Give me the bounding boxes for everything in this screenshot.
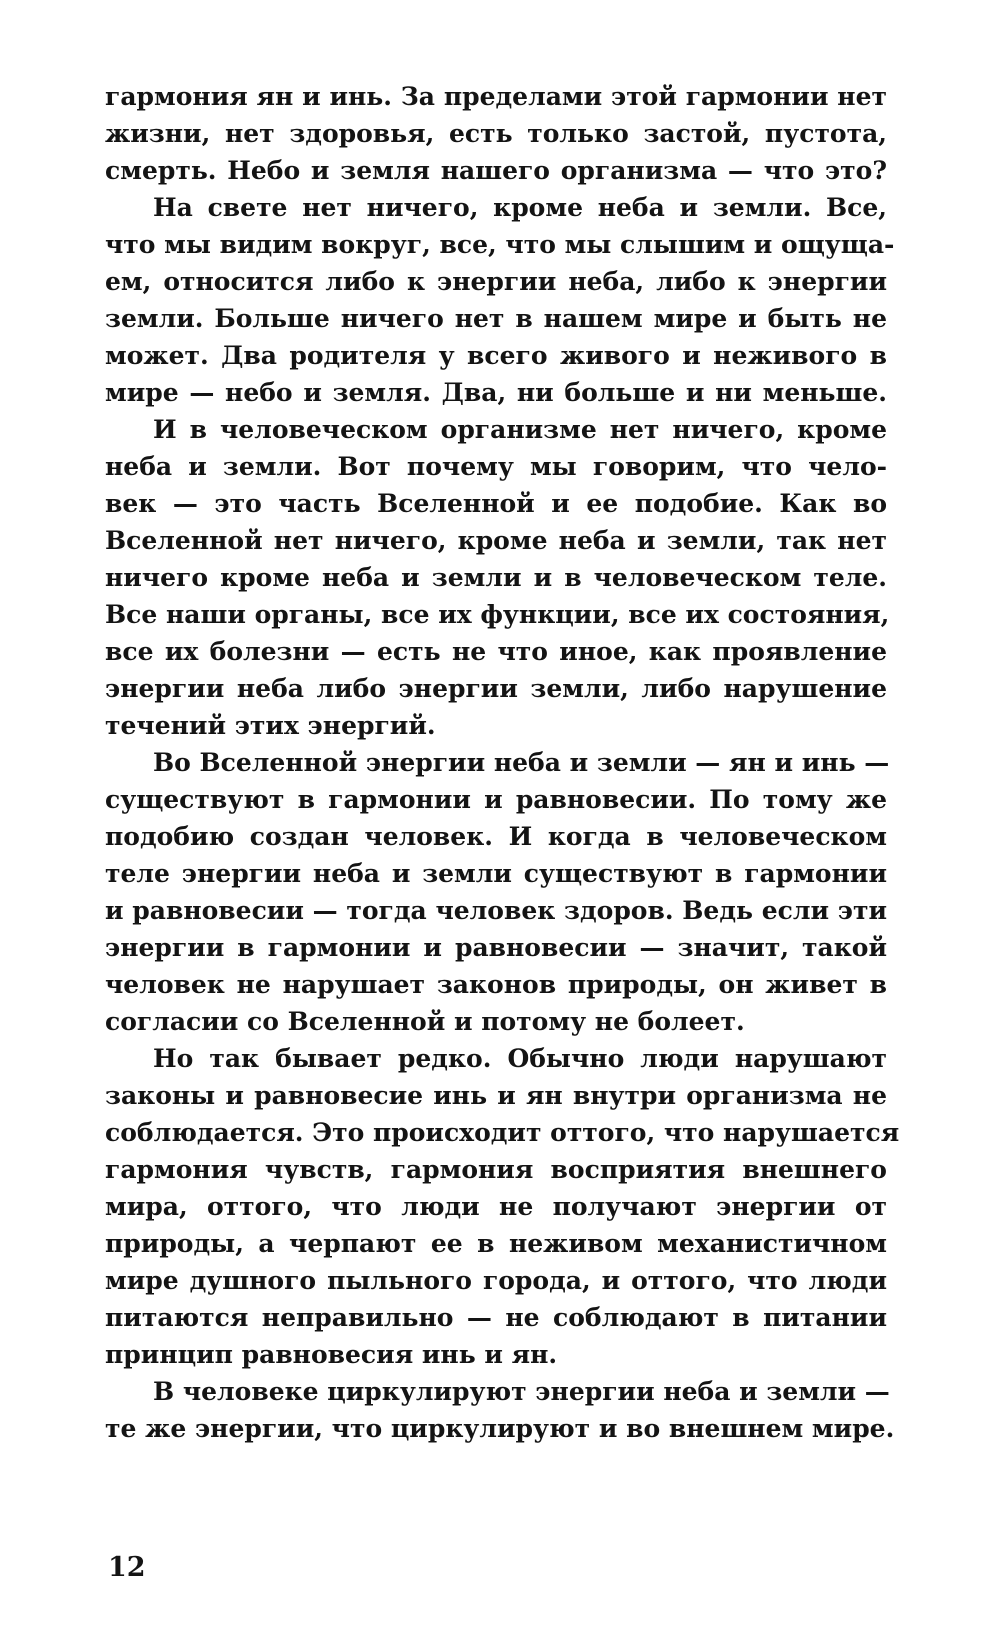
text-line: человек не нарушает законов природы, он живет в — [105, 970, 887, 999]
text-line: На свете нет ничего, кроме неба и земли. Все, — [153, 193, 887, 222]
paragraph-2 — [105, 189, 895, 411]
text-line: Но так бывает редко. Обычно люди нарушают — [153, 1044, 887, 1073]
text-line: и равновесии — тогда человек здоров. Ведь если эти — [105, 896, 887, 925]
text-line: мире — небо и земля. Два, ни больше и ни меньше. — [105, 378, 887, 407]
text-line: ем, относится либо к энергии неба, либо к энергии — [105, 267, 887, 296]
text-line: Вселенной нет ничего, кроме неба и земли, так нет — [105, 526, 887, 555]
page-text — [105, 78, 900, 1447]
text-line: гармония чувств, гармония восприятия внешнего — [105, 1155, 887, 1184]
text-line: век — это часть Вселенной и ее подобие. Как во — [105, 489, 887, 518]
text-line: те же энергии, что циркулируют и во внешнем мире. — [105, 1414, 895, 1443]
text-line: все их болезни — есть не что иное, как проявление — [105, 637, 887, 666]
text-line: подобию создан человек. И когда в человеческом — [105, 822, 887, 851]
text-line: законы и равновесие инь и ян внутри организма не — [105, 1081, 887, 1110]
text-line: существуют в гармонии и равновесии. По тому же — [105, 785, 887, 814]
text-line: ничего кроме неба и земли и в человеческом теле. — [105, 563, 887, 592]
text-line: согласии со Вселенной и потому не болеет. — [105, 1007, 745, 1036]
text-line: В человеке циркулируют энергии неба и земли — — [153, 1377, 890, 1406]
text-line: мира, оттого, что люди не получают энергии от — [105, 1192, 887, 1221]
text-line: жизни, нет здоровья, есть только застой, пустота, — [105, 119, 887, 148]
paragraph-3 — [105, 411, 890, 744]
paragraph-6 — [105, 1373, 895, 1447]
text-line: земли. Больше ничего нет в нашем мире и быть не — [105, 304, 887, 333]
text-line: неба и земли. Вот почему мы говорим, что чело- — [105, 452, 887, 481]
text-line: И в человеческом организме нет ничего, кроме — [153, 415, 887, 444]
text-line: смерть. Небо и земля нашего организма — что это? — [105, 156, 887, 185]
text-line: энергии неба либо энергии земли, либо нарушение — [105, 674, 887, 703]
text-line: соблюдается. Это происходит оттого, что нарушается — [105, 1118, 900, 1147]
page-number: 12 — [108, 1552, 146, 1583]
paragraph-5 — [105, 1040, 900, 1373]
text-line: мире душного пыльного города, и оттого, что люди — [105, 1266, 887, 1295]
text-line: течений этих энергий. — [105, 711, 436, 740]
text-line: принцип равновесия инь и ян. — [105, 1340, 558, 1369]
text-line: природы, а черпают ее в неживом механистичном — [105, 1229, 887, 1258]
text-line: Все наши органы, все их функции, все их состояния, — [105, 600, 890, 629]
text-line: питаются неправильно — не соблюдают в питании — [105, 1303, 887, 1332]
text-line: энергии в гармонии и равновесии — значит, такой — [105, 933, 887, 962]
text-line: может. Два родителя у всего живого и неживого в — [105, 341, 887, 370]
text-line: гармония ян и инь. За пределами этой гармонии нет — [105, 82, 887, 111]
paragraph-4 — [105, 744, 890, 1040]
text-line: Во Вселенной энергии неба и земли — ян и инь — — [153, 748, 890, 777]
text-line: что мы видим вокруг, все, что мы слышим и ощуща- — [105, 230, 895, 259]
paragraph-1 — [105, 78, 887, 189]
text-line: теле энергии неба и земли существуют в гармонии — [105, 859, 887, 888]
